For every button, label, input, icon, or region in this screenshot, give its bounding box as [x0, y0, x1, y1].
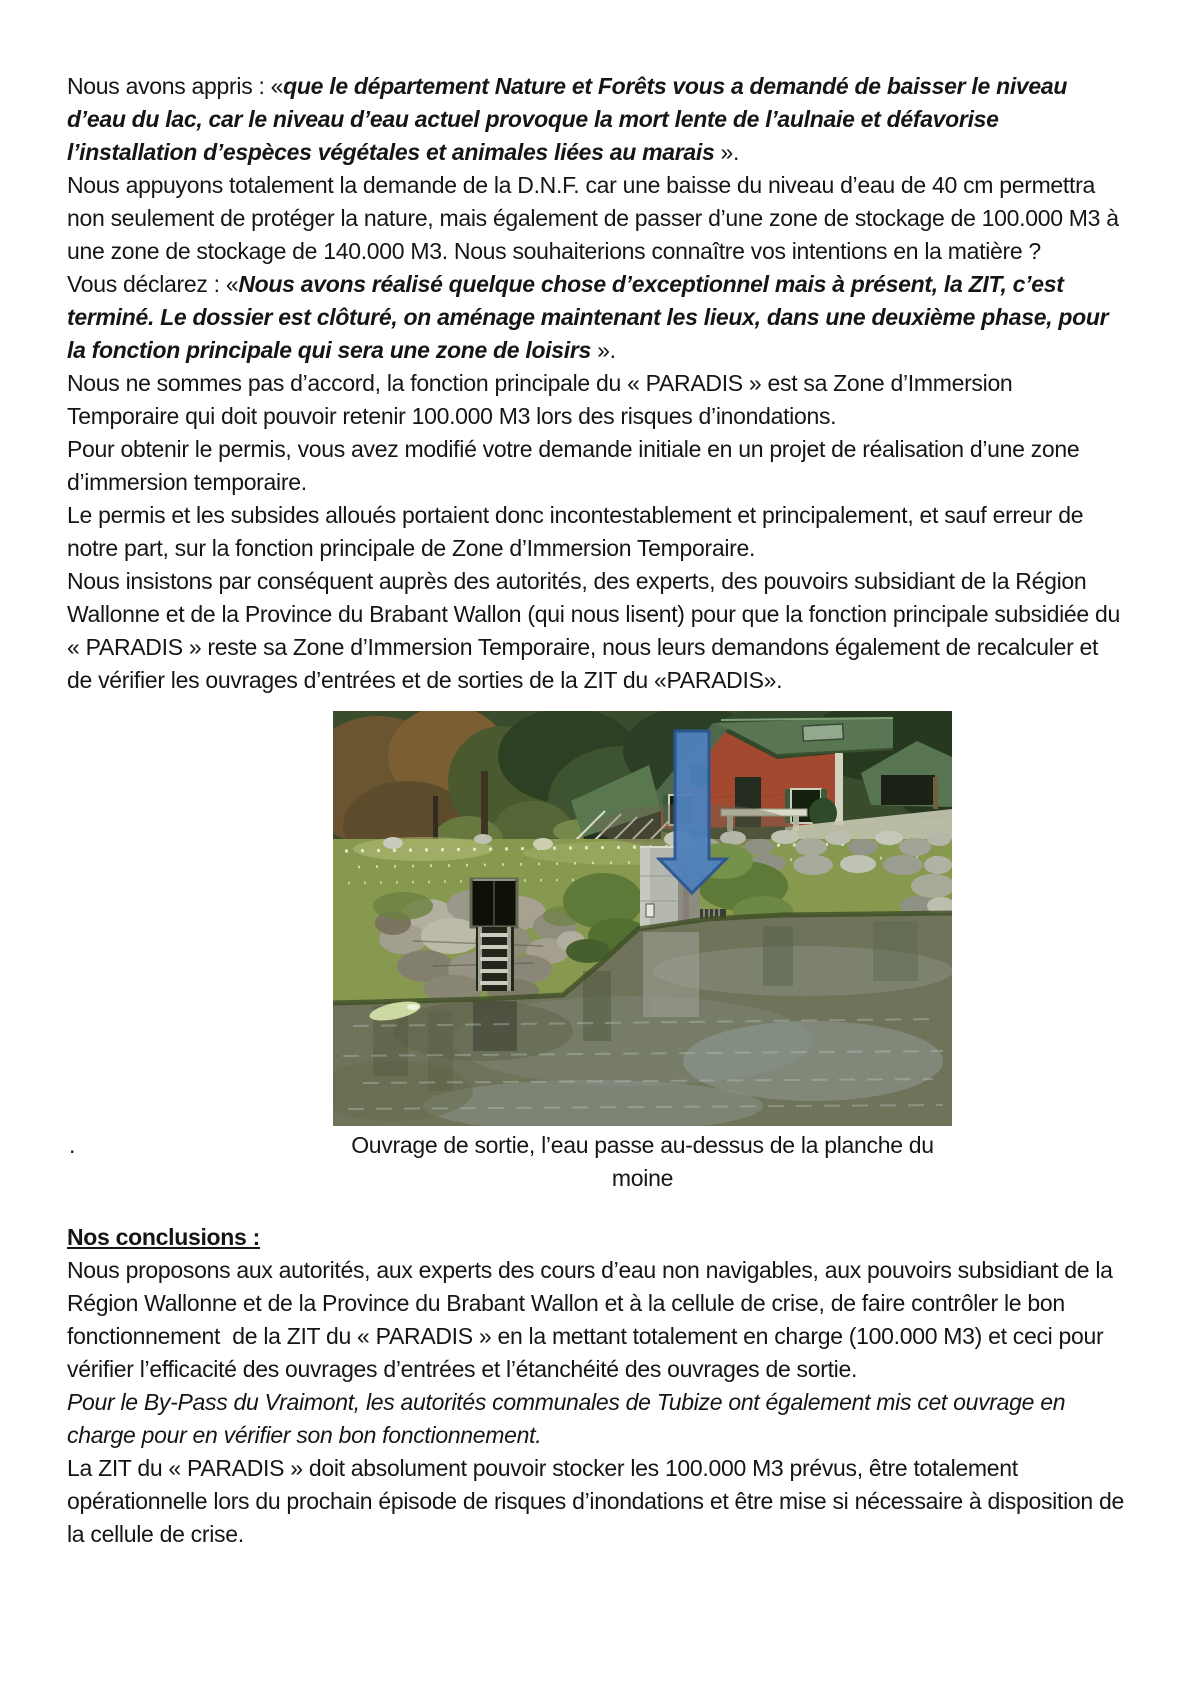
- paragraph-appuyons: Nous appuyons totalement la demande de la D.N.F. car une baisse du niveau d’eau de 40 cm permettra non seulement de protéger la nature, mais également de passer d’une zone de stockage de 100.000 M3 à une zone de stockage de 140.000 M3. Nous souhaiterions connaître vos intentions en la matière ?: [67, 172, 1125, 264]
- paragraph-subsides: Le permis et les subsides alloués portaient donc incontestablement et principalement, et sauf erreur de notre part, sur la fonction principale de Zone d’Immersion Temporaire.: [67, 502, 1090, 561]
- paragraph-accord: Nous ne sommes pas d’accord, la fonction principale du « PARADIS » est sa Zone d’Immersion Temporaire qui doit pouvoir retenir 100.000 M3 lors des risques d’inondations.: [67, 370, 1019, 429]
- declarez-tail: ».: [591, 337, 616, 363]
- metal-ladder: [476, 927, 514, 991]
- outlet-grate-box: [471, 879, 517, 927]
- paragraph-proposons: Nous proposons aux autorités, aux experts des cours d’eau non navigables, aux pouvoirs subsidiant de la Région Wallonne et de la Province du Brabant Wallon et à la cellule de crise, de faire contrôler le bon fonctionnement de la ZIT du « PARADIS » en la mettant totalement en charge (100.000 M3) et ceci pour vérifier l’efficacité des ouvrages d’entrées et l’étanchéité des ouvrages de sortie.: [67, 1257, 1119, 1382]
- paragraph-bypass: Pour le By-Pass du Vraimont, les autorités communales de Tubize ont également mis cet ouvrage en charge pour en vérifier son bon fonctionnement.: [67, 1389, 1072, 1448]
- paragraph-appris: [67, 70, 1125, 169]
- appris-lead: Nous avons appris : «: [67, 73, 284, 99]
- document-content: [67, 0, 1131, 1551]
- paragraph-permis: Pour obtenir le permis, vous avez modifié votre demande initiale en un projet de réalisation d’une zone d’immersion temporaire.: [67, 436, 1086, 495]
- paragraph-insistons: Nous insistons par conséquent auprès des autorités, des experts, des pouvoirs subsidiant de la Région Wallonne et de la Province du Brabant Wallon (qui nous lisent) pour que la fonction principale subsidiée du « PARADIS » reste sa Zone d’Immersion Temporaire, nous leurs demandons également de recalculer et de vérifier les ouvrages d’entrées et de sorties de la ZIT du «PARADIS».: [67, 568, 1127, 693]
- caption-leading-dot: .: [69, 1132, 76, 1158]
- photo-caption: Ouvrage de sortie, l’eau passe au-dessus de la planche du moine: [351, 1132, 934, 1191]
- declarez-quote: Nous avons réalisé quelque chose d’exceptionnel mais à présent, la ZIT, c’est terminé. Le dossier est clôturé, on aménage maintenant les lieux, dans une deuxième phase, pour la fonction principale qui sera une zone de loisirs: [67, 271, 1115, 363]
- paragraph-zit-stocker: La ZIT du « PARADIS » doit absolument pouvoir stocker les 100.000 M3 prévus, être totalement opérationnelle lors du prochain épisode de risques d’inondations et être mise si nécessaire à disposition de la cellule de crise.: [67, 1455, 1131, 1547]
- appris-tail: ».: [714, 139, 740, 165]
- paragraph-declarez: [67, 268, 1125, 367]
- declarez-lead: Vous déclarez : «: [67, 271, 239, 297]
- photo-ouvrage-sortie: [333, 711, 952, 1126]
- appris-quote: que le département Nature et Forêts vous a demandé de baisser le niveau d’eau du lac, car le niveau d’eau actuel provoque la mort lente de l’aulnaie et défavorise l’installation d’espèces végétales et animales liées au marais: [67, 73, 1074, 165]
- photo-illustration: [333, 711, 952, 1126]
- caption-row: [67, 1129, 1125, 1195]
- conclusions-heading: Nos conclusions :: [67, 1224, 260, 1250]
